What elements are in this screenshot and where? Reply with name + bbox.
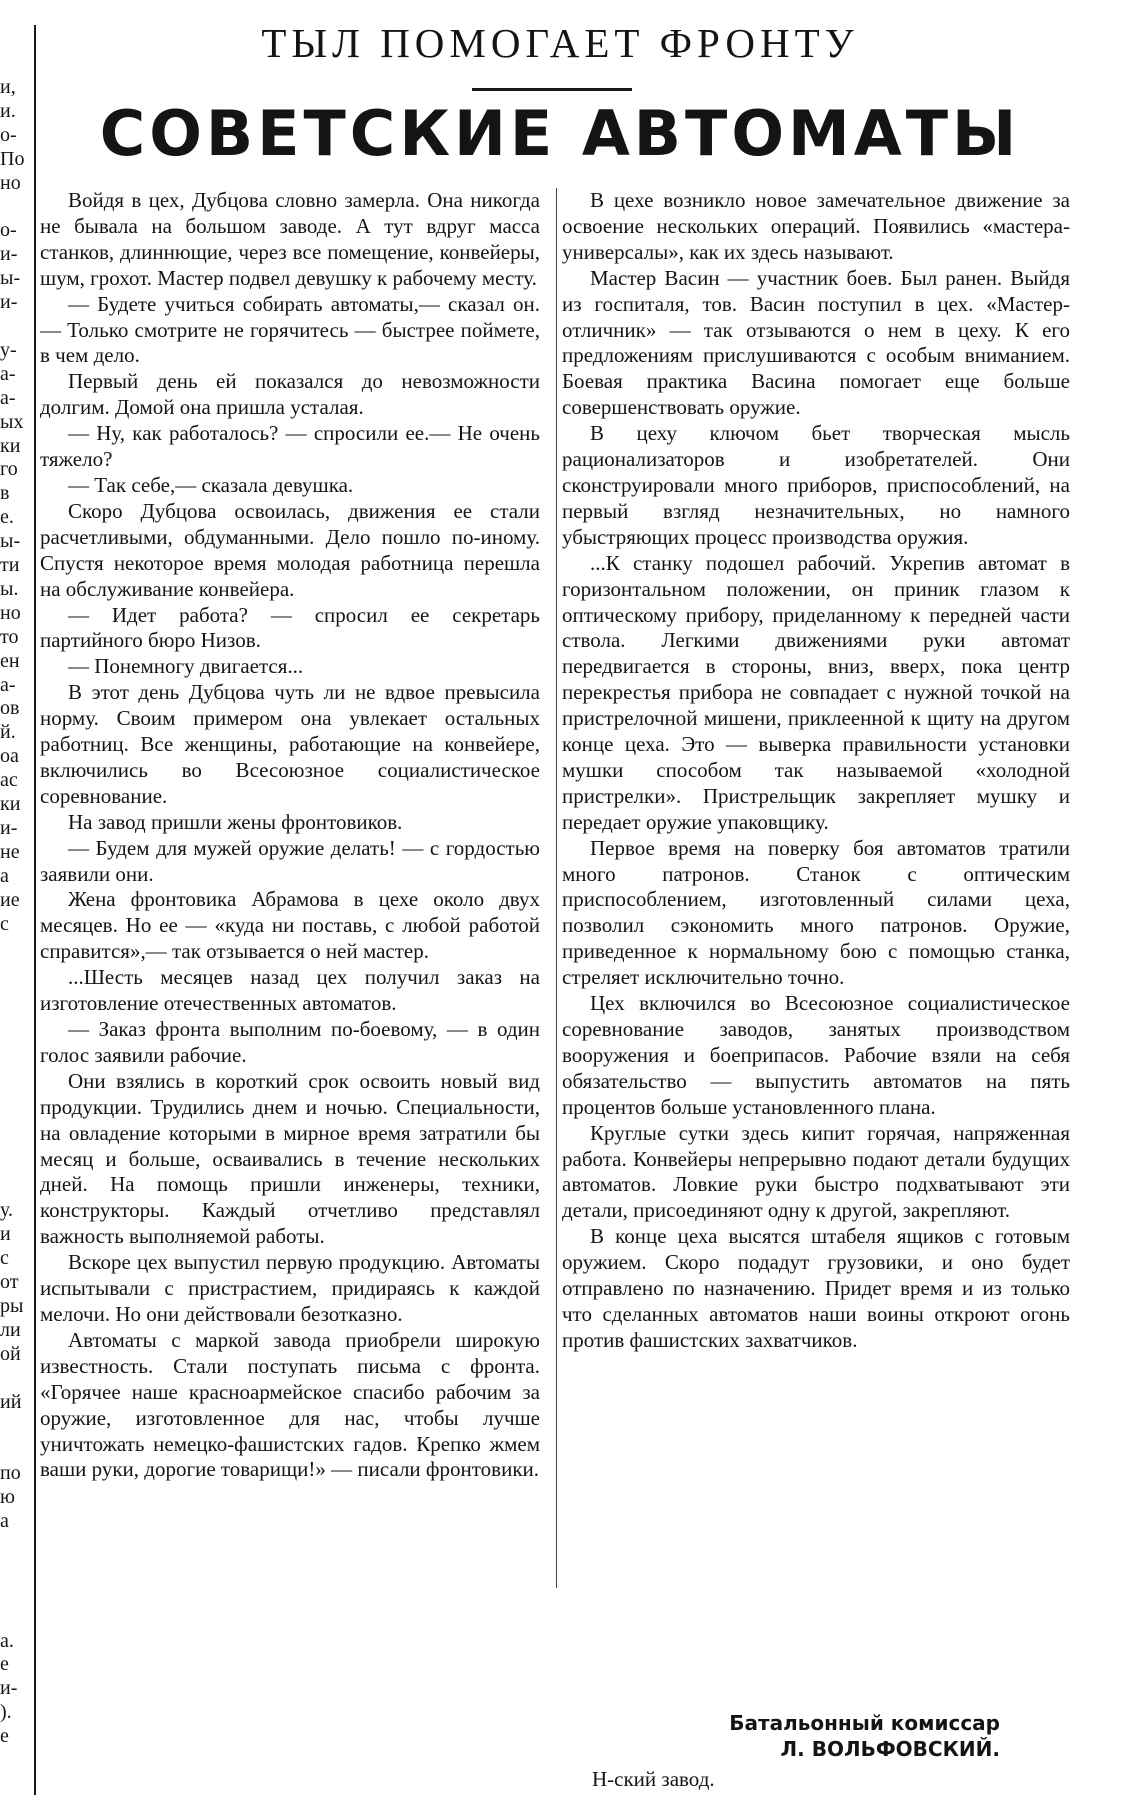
margin-fragment: а. [0, 1629, 14, 1652]
dateline-place: Н-ский завод. [592, 1767, 715, 1791]
paragraph: Первый день ей показался до невозможности долгим. Домой она пришла усталая. [40, 369, 540, 420]
article-column-right [562, 188, 1070, 1354]
margin-fragment: ры [0, 1294, 24, 1317]
margin-fragment: го [0, 458, 18, 481]
paragraph: На завод пришли жены фронтовиков. [68, 809, 403, 834]
margin-fragment: у- [0, 338, 17, 361]
margin-fragment: и. [0, 99, 16, 122]
paragraph: ...Шесть месяцев назад цех получил заказ на изготовление отечественных автоматов. [40, 965, 540, 1016]
margin-fragment: е. [0, 506, 14, 529]
margin-fragment: ой [0, 1342, 21, 1365]
margin-fragment: и [0, 1223, 11, 1246]
paragraph: — Ну, как работалось? — спросили ее.— Не очень тяжело? [40, 421, 540, 472]
paragraph: Вскоре цех выпустил первую продукцию. Автоматы испытывали с пристрастием, придираясь к каждой мелочи. Но они действовали безотказно. [40, 1250, 540, 1326]
margin-fragment: е [0, 1725, 9, 1748]
paragraph: В цеху ключом бьет творческая мысль рационализаторов и изобретателей. Они сконструировали много приборов, приспособлений, на первый взгляд незначительных, но намного убыстряющих процесс производства оружия. [562, 421, 1070, 549]
article-column-left [40, 188, 540, 1483]
margin-fragment: ас [0, 769, 18, 792]
column-rule-left [34, 25, 36, 1795]
margin-fragment: а [0, 864, 9, 887]
margin-fragment: не [0, 840, 20, 863]
margin-fragment: но [0, 601, 21, 624]
paragraph: В цехе возникло новое замечательное движение за освоение нескольких операций. Появились «мастера-универсалы», как их здесь называют. [562, 188, 1070, 264]
margin-fragment: ы. [0, 577, 19, 600]
paragraph: Круглые сутки здесь кипит горячая, напряженная работа. Конвейеры непрерывно подают детали будущих автоматов. Ловкие руки быстро подхватывают эти детали, присоединяют одну к другой, закрепляют. [562, 1120, 1070, 1223]
paragraph: — Заказ фронта выполним по-боевому, — в один голос заявили рабочие. [40, 1017, 540, 1067]
margin-fragment: е [0, 1653, 9, 1676]
author-name: Л. ВОЛЬФОВСКИЙ. [780, 1737, 1000, 1761]
paragraph: Скоро Дубцова освоилась, движения ее стали расчетливыми, обдуманными. Дело пошло по-иному. Спустя некоторое время молодая работница перешла на обслуживание конвейера. [40, 498, 540, 601]
margin-fragment: у. [0, 1199, 13, 1222]
margin-fragment: от [0, 1271, 19, 1293]
margin-fragment: и- [0, 291, 18, 314]
author-signature [562, 1710, 1070, 1792]
margin-fragment: ен [0, 649, 20, 672]
author-rank: Батальонный комиссар [729, 1711, 1000, 1735]
margin-fragment: ли [0, 1318, 21, 1341]
article-headline: СОВЕТСКИЕ АВТОМАТЫ [99, 97, 1021, 170]
section-rubric: ТЫЛ ПОМОГАЕТ ФРОНТУ [261, 20, 859, 66]
margin-fragment: ы- [0, 267, 21, 290]
margin-fragment: ов [0, 697, 20, 720]
margin-fragment: ти [0, 554, 20, 576]
paragraph: — Будете учиться собирать автоматы,— сказал он.— Только смотрите не горячитесь — быстрее поймете, в чем дело. [40, 291, 540, 368]
margin-fragment: ю [0, 1486, 15, 1509]
margin-fragment: и, [0, 76, 16, 98]
paragraph: Первое время на поверку боя автоматов тратили много патронов. Станок с оптическим приспособлением, изготовленный силами цеха, позволил сэкономить много патронов. Оружие, приведенное к нормальному бою с помощью станка, стреляет исключительно точно. [562, 835, 1070, 990]
margin-fragment: ки [0, 434, 21, 457]
margin-fragment: с [0, 1247, 9, 1270]
margin-fragment: й. [0, 721, 16, 744]
margin-fragment: а- [0, 386, 16, 409]
margin-fragment: ий [0, 1390, 22, 1413]
paragraph: Жена фронтовика Абрамова в цехе около двух месяцев. Но ее — «куда ни поставь, с любой работой справится»,— так отзывается о ней мастер. [40, 887, 540, 964]
margin-fragment: то [0, 625, 19, 648]
margin-fragment: ых [0, 410, 24, 433]
paragraph: Автоматы с маркой завода приобрели широкую известность. Стали поступать письма с фронта. «Горячее наше красноармейское спасибо рабочим за оружие, изготовленное для нас, чтобы лучше уничтожать немецко-фашистских гадов. Крепко жмем ваши руки, дорогие товарищи!» — писали фронтовики. [40, 1327, 540, 1482]
margin-fragment: оа [0, 745, 19, 768]
margin-fragment: по [0, 1462, 21, 1485]
paragraph: Войдя в цех, Дубцова словно замерла. Она никогда не бывала на большом заводе. А тут вдруг масса станков, длиннющие, через все помещение, конвейеры, шум, грохот. Мастер подвел девушку к рабочему месту. [40, 188, 540, 290]
margin-fragment: и- [0, 816, 18, 839]
margin-fragment: и- [0, 1677, 18, 1700]
margin-fragment: ). [0, 1701, 12, 1724]
margin-fragment: ки [0, 793, 21, 815]
paragraph: В этот день Дубцова чуть ли не вдвое превысила норму. Своим примером она увлекает остальных работниц. Все женщины, работающие на конвейере, включились во Всесоюзное социалистическое соревнование. [40, 680, 540, 808]
paragraph: Мастер Васин — участник боев. Был ранен. Выйдя из госпиталя, тов. Васин поступил в цех. «Мастер-отличник» — так отзываются о нем в цеху. К его предложениям прислушиваются с особым вниманием. Боевая практика Васина помогает еще больше совершенствовать оружие. [562, 265, 1070, 420]
paragraph: — Понемногу двигается... [68, 654, 304, 679]
margin-fragment: По [0, 147, 25, 170]
margin-fragment: и- [0, 243, 18, 266]
paragraph: Они взялись в короткий срок освоить новый вид продукции. Трудились днем и ночью. Специальности, на овладение которыми в мирное время затратили бы месяц и больше, осваивались в течение нескольких дней. На помощь пришли инженеры, техники, конструкторы. Каждый отчетливо представлял важность выполняемой работы. [40, 1068, 540, 1249]
margin-fragment: ие [0, 888, 20, 911]
margin-fragment: а- [0, 362, 16, 385]
paragraph: — Так себе,— сказала девушка. [68, 472, 354, 497]
paragraph: Цех включился во Всесоюзное социалистическое соревнование заводов, занятых производством вооружения и боеприпасов. Рабочие взяли на себя обязательство — выпустить автоматов на пять процентов больше установленного плана. [562, 991, 1070, 1119]
margin-fragment: но [0, 171, 21, 194]
paragraph: В конце цеха высятся штабеля ящиков с готовым оружием. Скоро подадут грузовики, и оно будет отправлено по назначению. Придет время и из только что сделанных автоматов наши воины откроют огонь против фашистских захватчиков. [562, 1224, 1070, 1352]
margin-fragment: с [0, 912, 9, 935]
margin-fragment: в [0, 482, 10, 505]
paragraph: ...К станку подошел рабочий. Укрепив автомат в горизонтальном положении, он приник глазом к оптическому прибору, приделанному к передней части ствола. Легкими движениями руки автомат передвигается в стороны, вниз, вверх, пока центр перекрестья прибора не совпадает с нужной точкой на пристрелочной мишени, приклеенной к щиту на другом конце цеха. Это — выверка правильности установки мушки способом так называемой «холодной пристрелки». Пристрельщик закрепляет мушку и передает оружие упаковщику. [562, 550, 1070, 834]
margin-fragment: о- [0, 123, 17, 146]
paragraph: — Идет работа? — спросил ее секретарь партийного бюро Низов. [40, 602, 540, 653]
margin-fragment: о- [0, 219, 17, 242]
column-divider [556, 188, 557, 1588]
margin-fragment: а [0, 1510, 9, 1532]
paragraph: — Будем для мужей оружие делать! — с гордостью заявили они. [40, 835, 540, 886]
margin-fragment: ы- [0, 530, 21, 553]
margin-fragment: а- [0, 673, 16, 696]
adjacent-column-fragment [0, 75, 28, 1795]
